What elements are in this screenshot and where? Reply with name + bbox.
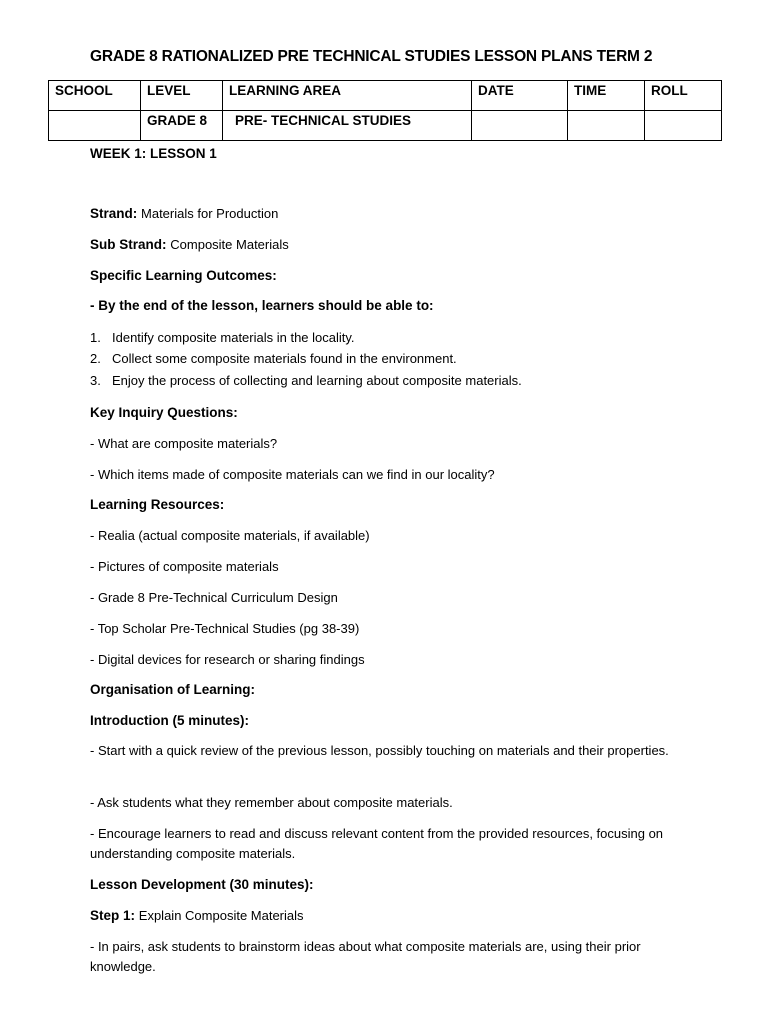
resource-item: - Grade 8 Pre-Technical Curriculum Design bbox=[90, 590, 338, 605]
outcome-number: 2. bbox=[90, 351, 101, 366]
step-1-line bbox=[90, 906, 304, 926]
organisation-heading: Organisation of Learning: bbox=[90, 682, 256, 697]
table-row bbox=[49, 111, 722, 141]
header-school: SCHOOL bbox=[49, 81, 141, 111]
lesson-info-table bbox=[48, 80, 722, 141]
cell-learning-area: PRE- TECHNICAL STUDIES bbox=[223, 111, 472, 141]
outcome-number: 3. bbox=[90, 373, 101, 388]
intro-item: - Ask students what they remember about composite materials. bbox=[90, 795, 453, 810]
development-heading: Lesson Development (30 minutes): bbox=[90, 877, 314, 892]
header-roll: ROLL bbox=[645, 81, 722, 111]
outcome-text: Enjoy the process of collecting and learning about composite materials. bbox=[112, 373, 522, 388]
cell-roll bbox=[645, 111, 722, 141]
list-item bbox=[90, 349, 457, 369]
cell-level: GRADE 8 bbox=[141, 111, 223, 141]
table-header-row bbox=[49, 81, 722, 111]
week-label: WEEK 1: LESSON 1 bbox=[90, 146, 217, 161]
strand-label: Strand: bbox=[90, 206, 138, 221]
header-time: TIME bbox=[568, 81, 645, 111]
list-item bbox=[90, 328, 355, 348]
cell-school bbox=[49, 111, 141, 141]
header-date: DATE bbox=[472, 81, 568, 111]
document-title: GRADE 8 RATIONALIZED PRE TECHNICAL STUDIES LESSON PLANS TERM 2 bbox=[90, 48, 653, 65]
step-1-value: Explain Composite Materials bbox=[138, 908, 304, 923]
introduction-heading: Introduction (5 minutes): bbox=[90, 713, 249, 728]
kiq-item: - What are composite materials? bbox=[90, 436, 278, 451]
cell-time bbox=[568, 111, 645, 141]
cell-date bbox=[472, 111, 568, 141]
list-item bbox=[90, 371, 522, 391]
sub-strand-line bbox=[90, 235, 289, 255]
outcome-number: 1. bbox=[90, 330, 101, 345]
strand-value: Materials for Production bbox=[141, 206, 279, 221]
resources-heading: Learning Resources: bbox=[90, 497, 225, 512]
kiq-item: - Which items made of composite materials can we find in our locality? bbox=[90, 467, 495, 482]
header-level: LEVEL bbox=[141, 81, 223, 111]
kiq-heading: Key Inquiry Questions: bbox=[90, 405, 238, 420]
resource-item: - Pictures of composite materials bbox=[90, 559, 279, 574]
strand-line bbox=[90, 204, 278, 224]
step-1-label: Step 1: bbox=[90, 908, 136, 923]
slo-heading: Specific Learning Outcomes: bbox=[90, 268, 277, 283]
sub-strand-label: Sub Strand: bbox=[90, 237, 167, 252]
resource-item: - Digital devices for research or sharing findings bbox=[90, 652, 365, 667]
resource-item: - Realia (actual composite materials, if available) bbox=[90, 528, 370, 543]
header-learning-area: LEARNING AREA bbox=[223, 81, 472, 111]
outcome-text: Collect some composite materials found in the environment. bbox=[112, 351, 457, 366]
slo-intro: - By the end of the lesson, learners should be able to: bbox=[90, 298, 434, 313]
resource-item: - Top Scholar Pre-Technical Studies (pg 38-39) bbox=[90, 621, 360, 636]
intro-item: - Start with a quick review of the previous lesson, possibly touching on materials and their properties. bbox=[90, 743, 669, 758]
step-1-text: - In pairs, ask students to brainstorm ideas about what composite materials are, using their prior knowledge. bbox=[90, 939, 641, 974]
outcome-text: Identify composite materials in the locality. bbox=[112, 330, 355, 345]
intro-item: - Encourage learners to read and discuss relevant content from the provided resources, focusing on understanding composite materials. bbox=[90, 826, 664, 861]
sub-strand-value: Composite Materials bbox=[170, 237, 289, 252]
